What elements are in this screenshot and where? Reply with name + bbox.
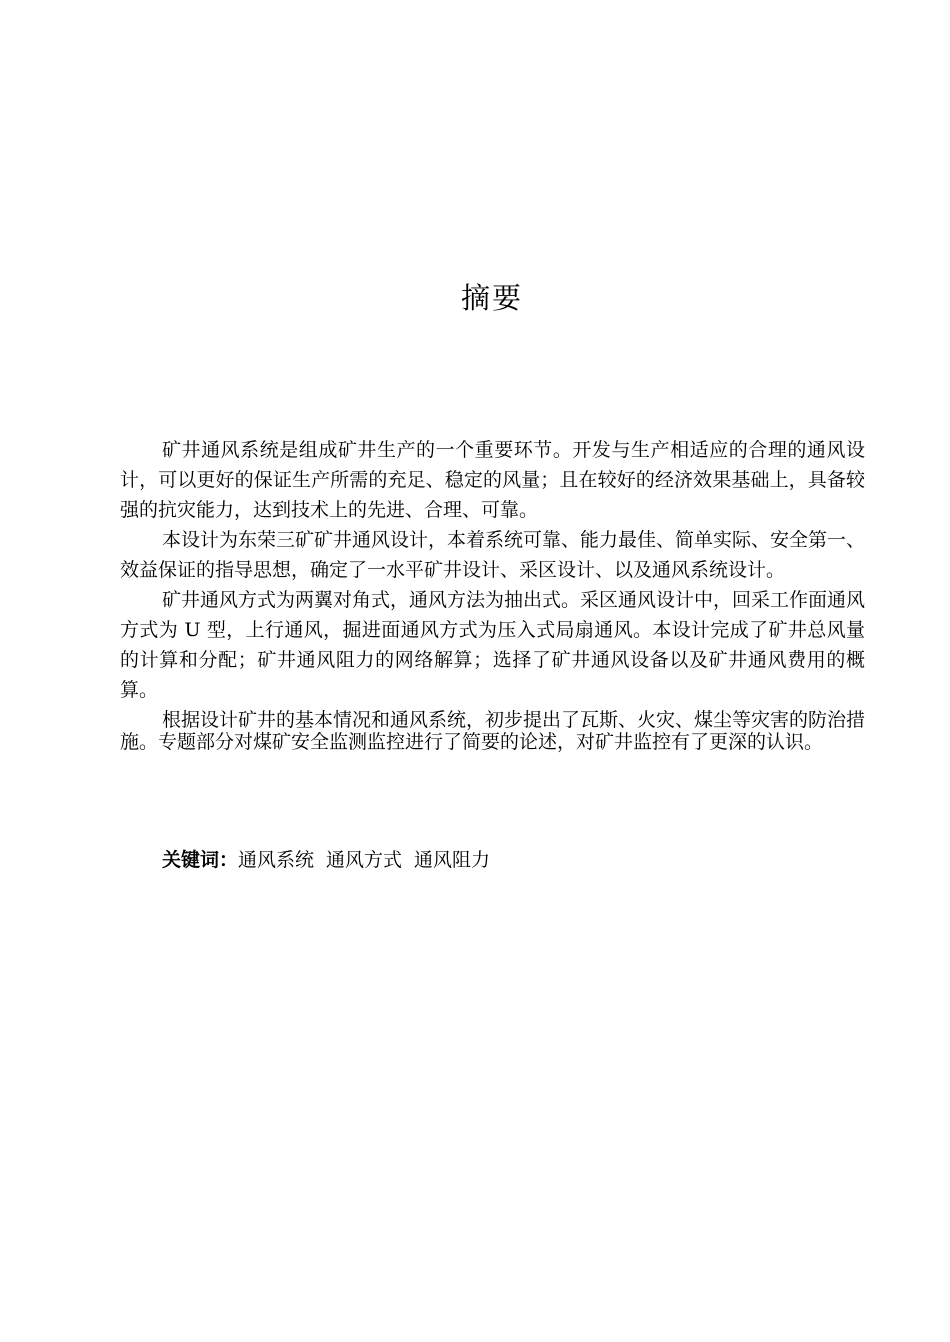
abstract-paragraph-4: 根据设计矿井的基本情况和通风系统，初步提出了瓦斯、火灾、煤尘等灾害的防治措施。专题部分对煤矿安全监测监控进行了简要的论述，对矿井监控有了更深的认识。	[120, 709, 866, 753]
keyword-item: 通风系统	[238, 849, 315, 871]
keyword-item: 通风阻力	[414, 849, 491, 871]
abstract-body	[120, 435, 865, 753]
page-title: 摘要	[460, 281, 523, 315]
abstract-paragraph-2: 本设计为东荣三矿矿井通风设计，本着系统可靠、能力最佳、简单实际、安全第一、效益保证的指导思想，确定了一水平矿井设计、采区设计、以及通风系统设计。	[120, 529, 866, 581]
keyword-item: 通风方式	[326, 849, 403, 871]
abstract-paragraph-3: 矿井通风方式为两翼对角式，通风方法为抽出式。采区通风设计中，回采工作面通风方式为 U 型，上行通风，掘进面通风方式为压入式局扇通风。本设计完成了矿井总风量的计算和分配；矿井通风阻力的网络解算；选择了矿井通风设备以及矿井通风费用的概算。	[120, 589, 866, 701]
keywords-line	[162, 846, 502, 874]
abstract-paragraph-1: 矿井通风系统是组成矿井生产的一个重要环节。开发与生产相适应的合理的通风设计，可以更好的保证生产所需的充足、稳定的风量；且在较好的经济效果基础上，具备较强的抗灾能力，达到技术上的先进、合理、可靠。	[120, 439, 865, 521]
keywords-label: 关键词：	[162, 849, 239, 871]
